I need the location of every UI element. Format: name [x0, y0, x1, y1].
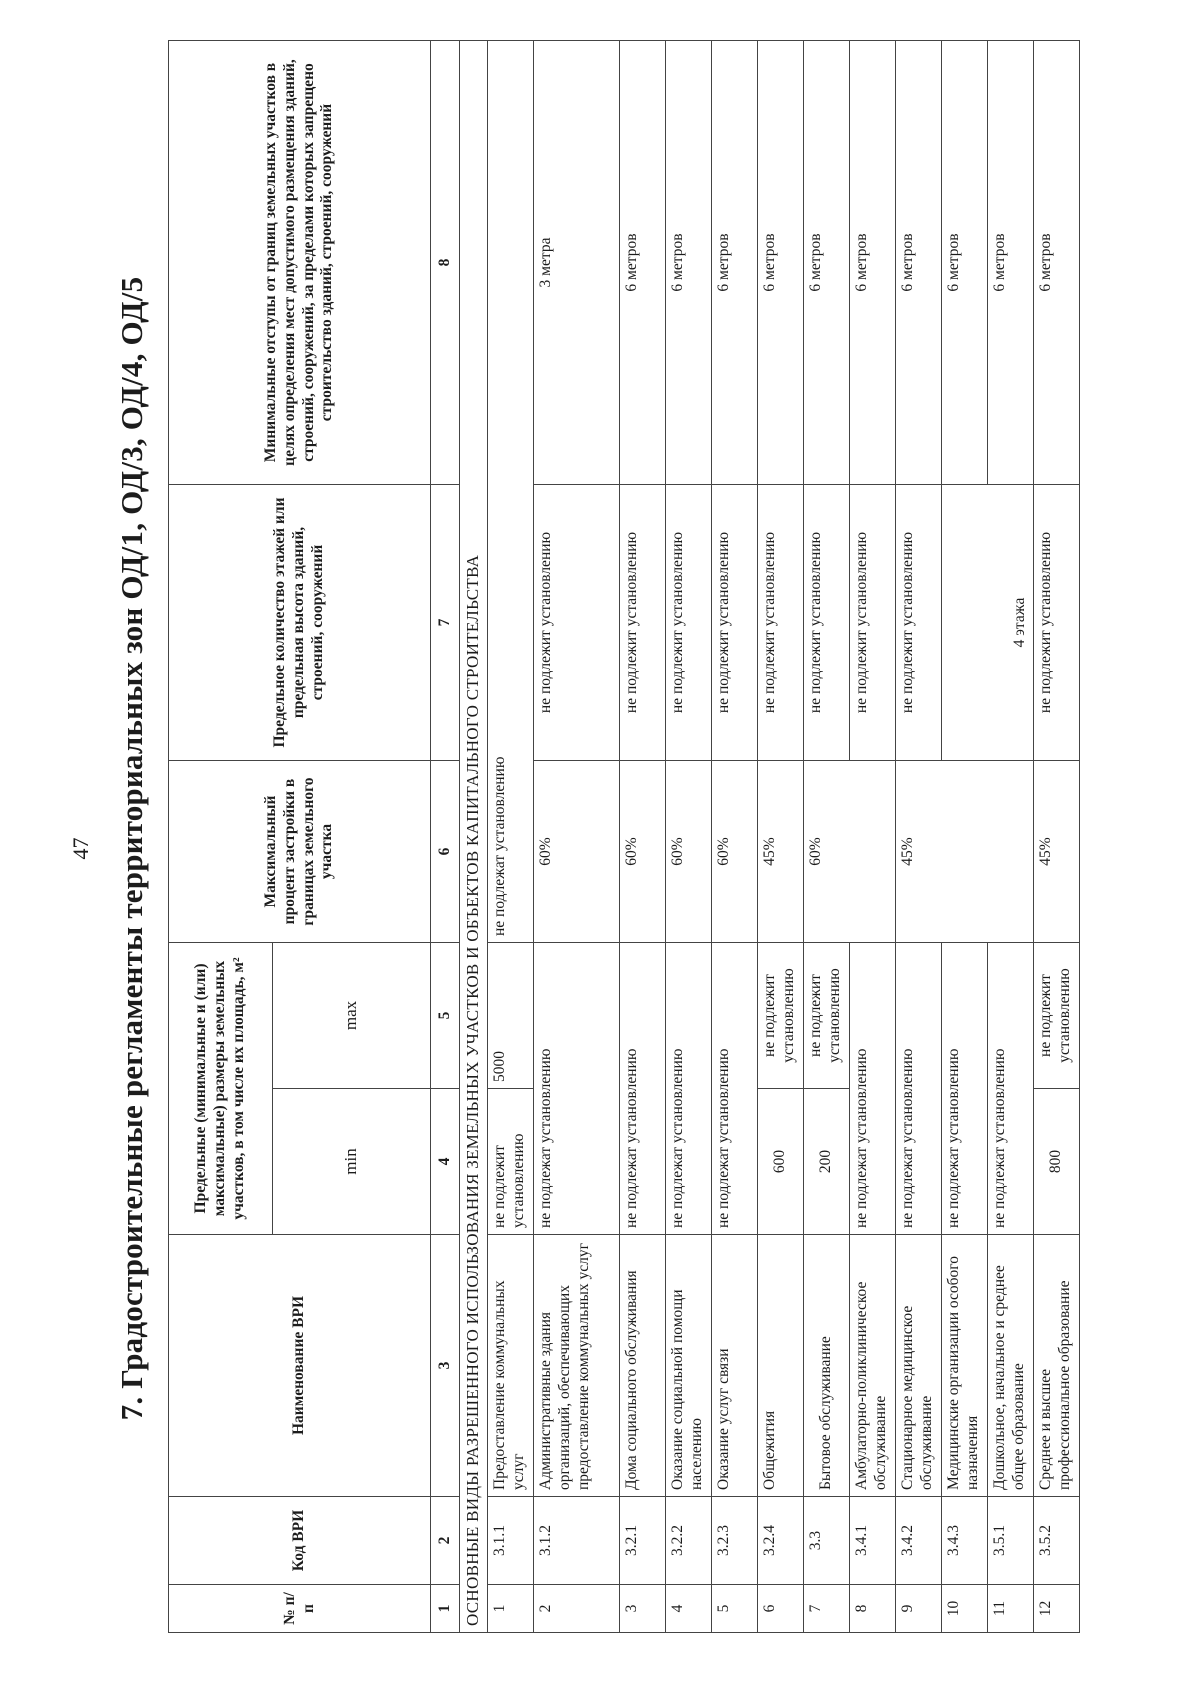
table-row — [487, 41, 533, 1633]
table-row — [803, 41, 849, 1633]
row-name: Бытовое обслуживание — [803, 1235, 849, 1497]
row-number: 3 — [619, 1585, 665, 1633]
row-setback: 6 метров — [987, 41, 1033, 485]
row-code: 3.3 — [803, 1497, 849, 1585]
row-number: 11 — [987, 1585, 1033, 1633]
row-name: Дома социального обслуживания — [619, 1235, 665, 1497]
row-min: не подлежит установлению — [487, 1089, 533, 1235]
row-percent: 60% — [665, 761, 711, 943]
row-setback: 6 метров — [619, 41, 665, 485]
column-number-row — [431, 41, 460, 1633]
header-col-size-text: Предельные (минимальные и (или) максимальные) размеры земельных участков, в том числе их площадь, м² — [192, 957, 247, 1220]
header-col-number: № п/п — [169, 1585, 431, 1633]
table-row — [711, 41, 757, 1633]
row-name: Административные здания организаций, обеспечивающих предоставление коммунальных услуг — [533, 1235, 619, 1497]
row-code: 3.5.1 — [987, 1497, 1033, 1585]
header-col-max: max — [273, 943, 431, 1089]
row-size: не подлежат установлению — [711, 943, 757, 1235]
row-name: Дошкольное, начальное и среднее общее образование — [987, 1235, 1033, 1497]
row-min: 600 — [757, 1089, 803, 1235]
row-floors: не подлежит установлению — [895, 485, 941, 761]
row-min: 800 — [1033, 1089, 1079, 1235]
table-row — [1033, 41, 1079, 1633]
row-name: Среднее и высшее профессиональное образование — [1033, 1235, 1079, 1497]
row-setback: 6 метров — [941, 41, 987, 485]
row-floors: не подлежит установлению — [849, 485, 895, 761]
row-floors: не подлежит установлению — [757, 485, 803, 761]
row-code: 3.4.3 — [941, 1497, 987, 1585]
row-code: 3.5.2 — [1033, 1497, 1079, 1585]
row-name: Медицинские организации особого назначения — [941, 1235, 987, 1497]
header-col-code: Код ВРИ — [169, 1497, 431, 1585]
row-setback: 6 метров — [1033, 41, 1079, 485]
header-col-percent: Максимальный процент застройки в границах земельного участка — [169, 761, 431, 943]
row-setback: 6 метров — [665, 41, 711, 485]
header-col-min: min — [273, 1089, 431, 1235]
row-name: Общежития — [757, 1235, 803, 1497]
column-number: 6 — [431, 761, 460, 943]
row-size: не подлежат установлению — [619, 943, 665, 1235]
row-number: 12 — [1033, 1585, 1079, 1633]
table-row — [757, 41, 803, 1633]
row-floors: не подлежит установлению — [533, 485, 619, 761]
row-number: 5 — [711, 1585, 757, 1633]
row-code: 3.2.3 — [711, 1497, 757, 1585]
row-percent: 60% — [711, 761, 757, 943]
row-number: 8 — [849, 1585, 895, 1633]
row-number: 7 — [803, 1585, 849, 1633]
section-row — [460, 41, 488, 1633]
row-percent: 45% — [757, 761, 803, 943]
row-name: Предоставление коммунальных услуг — [487, 1235, 533, 1497]
header-col-floors: Предельное количество этажей или предельная высота зданий, строений, сооружений — [169, 485, 431, 761]
row-size: не подлежат установлению — [895, 943, 941, 1235]
row-number: 6 — [757, 1585, 803, 1633]
row-code: 3.1.1 — [487, 1497, 533, 1585]
row-code: 3.4.2 — [895, 1497, 941, 1585]
row-number: 2 — [533, 1585, 619, 1633]
row-setback: 6 метров — [757, 41, 803, 485]
row-floors: 4 этажа — [941, 485, 1033, 761]
page-number: 47 — [68, 837, 93, 860]
header-col-size — [169, 943, 273, 1235]
row-percent: 60% — [619, 761, 665, 943]
row-size: не подлежат установлению — [533, 943, 619, 1235]
row-setback: 6 метров — [849, 41, 895, 485]
row-max: не подлежит установлению — [757, 943, 803, 1089]
row-number: 4 — [665, 1585, 711, 1633]
row-name: Амбулаторно-поликлиническое обслуживание — [849, 1235, 895, 1497]
row-setback: 6 метров — [711, 41, 757, 485]
row-code: 3.2.1 — [619, 1497, 665, 1585]
row-percent: 45% — [895, 761, 1033, 943]
row-max: не подлежит установлению — [1033, 943, 1079, 1089]
section-title: ОСНОВНЫЕ ВИДЫ РАЗРЕШЕННОГО ИСПОЛЬЗОВАНИЯ ЗЕМЕЛЬНЫХ УЧАСТКОВ И ОБЪЕКТОВ КАПИТАЛЬНОГО СТРОИТЕЛЬСТВА — [460, 41, 488, 1633]
row-name: Оказание услуг связи — [711, 1235, 757, 1497]
row-params-merged: не подлежат установлению — [487, 41, 533, 943]
row-floors: не подлежит установлению — [1033, 485, 1079, 761]
row-number: 10 — [941, 1585, 987, 1633]
row-min: 200 — [803, 1089, 849, 1235]
header-col-setback: Минимальные отступы от границ земельных участков в целях определения мест допустимого размещения зданий, строений, сооружений, за пределами которых запрещено строительство зданий, строений, сооружений — [169, 41, 431, 485]
column-number: 5 — [431, 943, 460, 1089]
row-max: 5000 — [487, 943, 533, 1089]
header-col-name: Наименование ВРИ — [169, 1235, 431, 1497]
row-percent: 45% — [1033, 761, 1079, 943]
row-size: не подлежат установлению — [665, 943, 711, 1235]
row-percent: 60% — [533, 761, 619, 943]
column-number: 4 — [431, 1089, 460, 1235]
row-floors: не подлежит установлению — [665, 485, 711, 761]
column-number: 2 — [431, 1497, 460, 1585]
row-max: не подлежит установлению — [803, 943, 849, 1089]
row-name: Стационарное медицинское обслуживание — [895, 1235, 941, 1497]
row-size: не подлежат установлению — [987, 943, 1033, 1235]
row-setback: 6 метров — [895, 41, 941, 485]
table-row — [619, 41, 665, 1633]
column-number: 8 — [431, 41, 460, 485]
row-number: 9 — [895, 1585, 941, 1633]
document-title: 7. Градостроительные регламенты территориальных зон ОД/1, ОД/3, ОД/4, ОД/5 — [114, 276, 149, 1421]
row-setback: 3 метра — [533, 41, 619, 485]
column-number: 7 — [431, 485, 460, 761]
row-code: 3.4.1 — [849, 1497, 895, 1585]
column-number: 1 — [431, 1585, 460, 1633]
row-size: не подлежат установлению — [941, 943, 987, 1235]
row-setback: 6 метров — [803, 41, 849, 485]
regulations-table — [168, 40, 1080, 1633]
row-size: не подлежат установлению — [849, 943, 895, 1235]
row-number: 1 — [487, 1585, 533, 1633]
row-name: Оказание социальной помощи населению — [665, 1235, 711, 1497]
row-floors: не подлежит установлению — [803, 485, 849, 761]
row-code: 3.2.4 — [757, 1497, 803, 1585]
row-code: 3.1.2 — [533, 1497, 619, 1585]
table-row — [665, 41, 711, 1633]
row-percent: 60% — [803, 761, 895, 943]
row-floors: не подлежит установлению — [619, 485, 665, 761]
header-row — [169, 41, 273, 1633]
row-floors: не подлежит установлению — [711, 485, 757, 761]
table-row — [533, 41, 619, 1633]
row-code: 3.2.2 — [665, 1497, 711, 1585]
table-row — [895, 41, 941, 1633]
column-number: 3 — [431, 1235, 460, 1497]
